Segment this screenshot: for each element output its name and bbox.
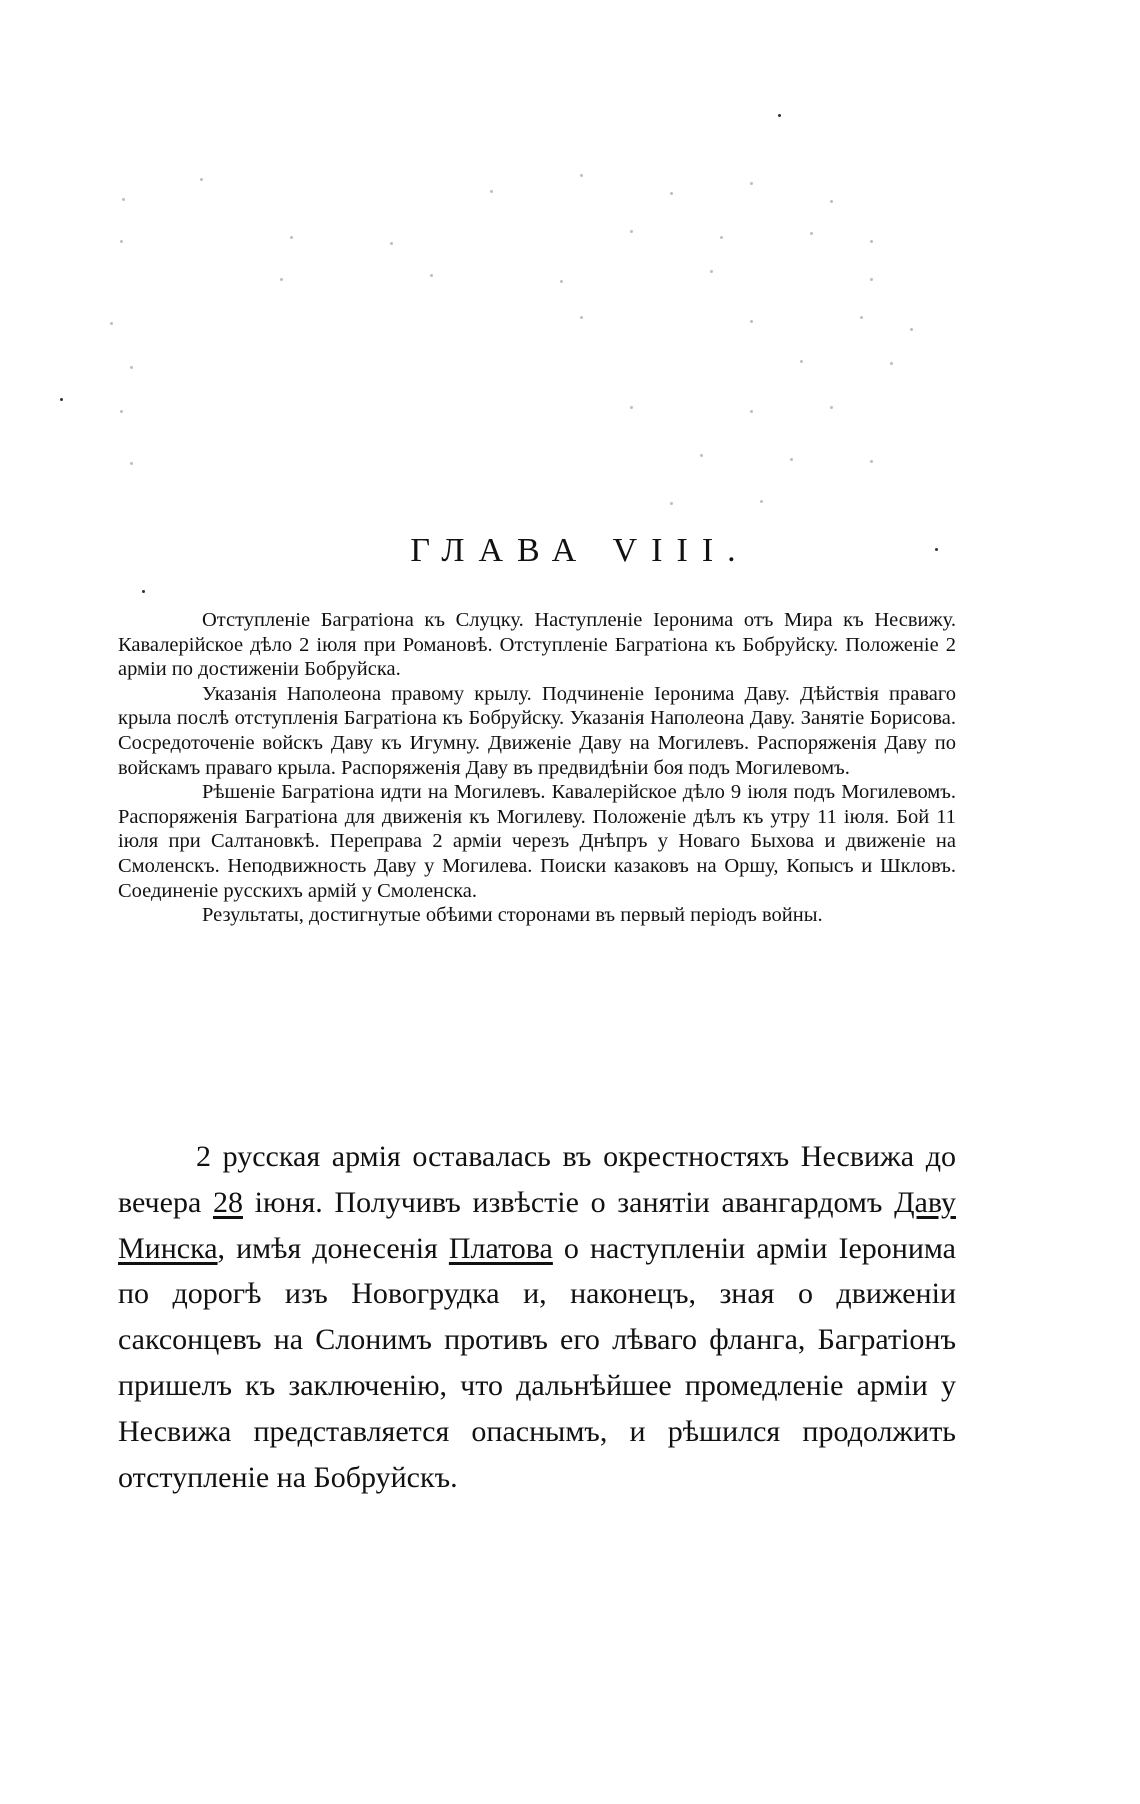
underlined-name: Платова xyxy=(448,1231,553,1265)
summary-paragraph: Указанія Наполеона правому крылу. Подчиненіе Іеронима Даву. Дѣйствія праваго крыла послѣ отступленія Багратіона къ Бобруйску. Указанія Наполеона Даву. Занятіе Борисова. Сосредоточеніе войскъ Даву къ Игумну. Движеніе Даву на Могилевъ. Распоряженія Даву по войскамъ праваго крыла. Распоряженія Даву въ предвидѣніи боя подъ Могилевомъ. xyxy=(118,682,956,779)
underlined-phrase: Даву Минска xyxy=(118,1185,956,1265)
summary-paragraph: Отступленіе Багратіона къ Слуцку. Наступленіе Іеронима отъ Мира къ Несвижу. Кавалерійское дѣло 2 іюля при Романовѣ. Отступленіе Багратіона къ Бобруйску. Положеніе 2 арміи по достиженіи Бобруйска. xyxy=(118,609,956,681)
text-segment: 2 русская армія оставалась въ окрестностяхъ Несвижа до вечера xyxy=(118,1140,956,1219)
body-paragraph xyxy=(118,1134,956,1500)
text-segment: , имѣя донесенія xyxy=(217,1231,449,1265)
underlined-date: 28 xyxy=(212,1185,243,1219)
chapter-title: ГЛАВА VIII. xyxy=(410,532,750,569)
chapter-summary xyxy=(118,608,956,928)
summary-paragraph: Рѣшеніе Багратіона идти на Могилевъ. Кавалерійское дѣло 9 іюля подъ Могилевомъ. Распоряженія Багратіона для движенія къ Могилеву. Положеніе дѣлъ къ утру 11 іюля. Бой 11 іюля при Салтановкѣ. Переправа 2 арміи черезъ Днѣпръ у Новаго Быхова и движеніе на Смоленскъ. Неподвижность Даву у Могилева. Поиски казаковъ на Оршу, Копысъ и Шкловъ. Соединеніе русскихъ армій у Смоленска. xyxy=(118,781,956,902)
text-segment: о наступленіи арміи Іеронима по дорогѣ изъ Новогрудка и, наконецъ, зная о движеніи саксонцевъ на Слонимъ противъ его лѣваго фланга, Багратіонъ пришелъ къ заключенію, что дальнѣйшее промедленіе арміи у Несвижа представляется опаснымъ, и рѣшился продолжить отступленіе на Бобруйскъ. xyxy=(118,1231,956,1494)
summary-paragraph: Результаты, достигнутые обѣими сторонами въ первый періодъ войны. xyxy=(202,904,823,927)
show-through-marks xyxy=(110,170,960,510)
body-text xyxy=(118,1134,956,1500)
margin-speck xyxy=(778,114,781,117)
margin-speck xyxy=(60,398,63,401)
text-segment: іюня. Получивъ извѣстіе о занятіи авангардомъ xyxy=(242,1185,895,1219)
margin-speck xyxy=(142,590,145,593)
